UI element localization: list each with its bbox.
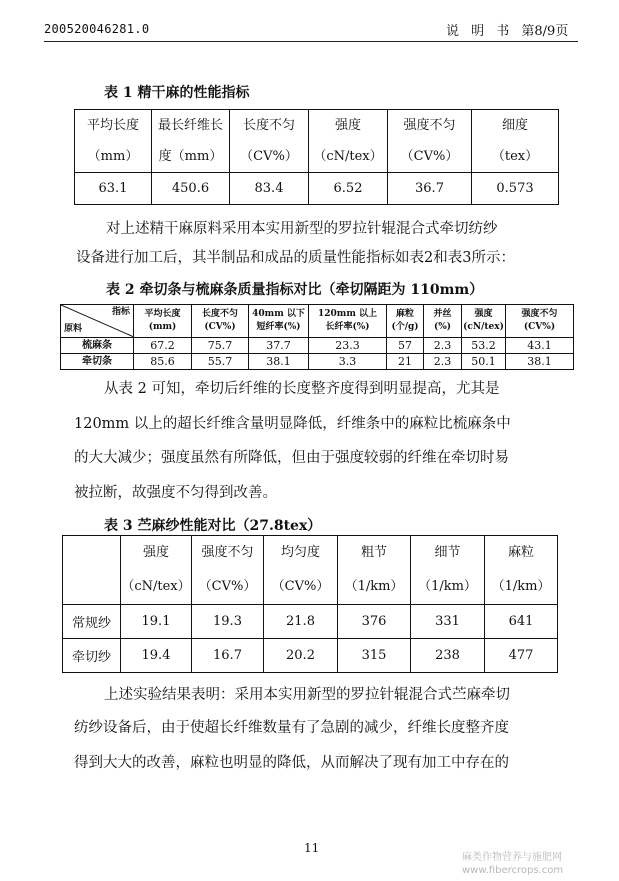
table3-cell: 19.1 [121, 605, 192, 639]
table1-header-row [75, 110, 559, 173]
table2-cell: 67.2 [134, 338, 192, 354]
table3-row-label: 常规纱 [63, 605, 121, 639]
table2-cell: 85.6 [134, 354, 192, 370]
table2-header-cell: 麻粒 (个/g) [387, 305, 424, 338]
table2-row [61, 354, 574, 370]
table3-cell: 19.4 [121, 639, 192, 673]
table3-row [63, 605, 558, 639]
table2-cell: 55.7 [192, 354, 249, 370]
table2-row [61, 338, 574, 354]
site-watermark [462, 851, 563, 877]
table1-cell: 0.573 [472, 173, 559, 205]
paragraph1-line: 设备进行加工后，其半制品和成品的质量性能指标如表2和表3所示： [76, 250, 515, 266]
table2-caption: 表 2 牵切条与梳麻条质量指标对比（牵切隔距为 110mm） [106, 282, 484, 298]
table3-header-cell: 粗节 （1/km） [338, 536, 411, 605]
table2-cell: 50.1 [462, 354, 506, 370]
table1-header-cell: 长度不匀 （CV%） [230, 110, 309, 173]
table2-header-cell: 并丝 (%) [424, 305, 462, 338]
table2-corner-bottom: 原料 [64, 324, 83, 334]
patent-number: 200520046281.0 [44, 22, 150, 36]
table3-cell: 376 [338, 605, 411, 639]
table2-cell: 53.2 [462, 338, 506, 354]
table3-cell: 16.7 [192, 639, 264, 673]
table1-cell: 6.52 [309, 173, 388, 205]
table3-corner-cell [63, 536, 121, 605]
table3-header-cell: 细节 （1/km） [411, 536, 485, 605]
paragraph2-line: 120mm 以上的超长纤维含量明显降低，纤维条中的麻粒比梳麻条中 [74, 416, 511, 432]
table3-row-label: 牵切纱 [63, 639, 121, 673]
table2-header-cell: 长度不匀 (CV%) [192, 305, 249, 338]
table3-header-cell: 强度 （cN/tex） [121, 536, 192, 605]
table1-cell: 63.1 [75, 173, 152, 205]
paragraph3-line: 纺纱设备后，由于使超长纤维数量有了急剧的减少，纤维长度整齐度 [74, 720, 509, 736]
table3-caption: 表 3 苎麻纱性能对比（27.8tex） [104, 518, 322, 534]
table2-cell: 75.7 [192, 338, 249, 354]
table2-cell: 38.1 [249, 354, 309, 370]
table3-cell: 20.2 [264, 639, 338, 673]
page-number: 11 [304, 841, 320, 855]
table3-cell: 477 [485, 639, 558, 673]
table2-cell: 43.1 [506, 338, 574, 354]
table3 [62, 535, 558, 673]
table3-row [63, 639, 558, 673]
watermark-url: www.fibercrops.com [462, 865, 564, 876]
table1-header-cell: 细度 （tex） [472, 110, 559, 173]
table1-caption: 表 1 精干麻的性能指标 [104, 85, 250, 101]
table1-header-cell: 强度不匀 （CV%） [388, 110, 472, 173]
table2 [60, 304, 574, 370]
table2-cell: 37.7 [249, 338, 309, 354]
table2-header-cell: 120mm 以上 长纤率(%) [309, 305, 387, 338]
table2-cell: 38.1 [506, 354, 574, 370]
table3-cell: 238 [411, 639, 485, 673]
table2-cell: 57 [387, 338, 424, 354]
paragraph2-line: 的大大减少；强度虽然有所降低，但由于强度较弱的纤维在牵切时易 [74, 450, 509, 466]
table2-cell: 23.3 [309, 338, 387, 354]
table2-cell: 2.3 [424, 354, 462, 370]
table3-cell: 331 [411, 605, 485, 639]
paragraph2-line: 被拉断，故强度不匀得到改善。 [74, 485, 277, 501]
table3-header-cell: 麻粒 （1/km） [485, 536, 558, 605]
paragraph1-line: 对上述精干麻原料采用本实用新型的罗拉针辊混合式牵切纺纱 [106, 221, 498, 237]
table2-cell: 21 [387, 354, 424, 370]
table1-header-cell: 强度 （cN/tex） [309, 110, 388, 173]
table2-corner-cell [61, 305, 134, 338]
table1-header-cell: 平均长度 （mm） [75, 110, 152, 173]
table1-value-row [75, 173, 559, 205]
table2-header-cell: 强度 (cN/tex) [462, 305, 506, 338]
paragraph3-line: 上述实验结果表明：采用本实用新型的罗拉针辊混合式苎麻牵切 [104, 687, 510, 703]
table3-cell: 641 [485, 605, 558, 639]
table2-header-row [61, 305, 574, 338]
table2-header-cell: 平均长度 (mm) [134, 305, 192, 338]
table1 [74, 109, 559, 205]
table1-header-cell: 最长纤维长 度（mm） [152, 110, 230, 173]
table3-header-cell: 均匀度 （CV%） [264, 536, 338, 605]
table2-header-cell: 40mm 以下 短纤率(%) [249, 305, 309, 338]
table3-cell: 21.8 [264, 605, 338, 639]
table2-header-cell: 强度不匀 (CV%) [506, 305, 574, 338]
table3-header-row [63, 536, 558, 605]
header-divider [44, 41, 578, 42]
table3-header-cell: 强度不匀 （CV%） [192, 536, 264, 605]
watermark-title: 麻类作物营养与施肥网 [462, 852, 562, 863]
table2-row-label: 牵切条 [61, 354, 134, 370]
table1-cell: 83.4 [230, 173, 309, 205]
table3-cell: 19.3 [192, 605, 264, 639]
table2-row-label: 梳麻条 [61, 338, 134, 354]
table2-cell: 2.3 [424, 338, 462, 354]
table2-corner-top: 指标 [111, 307, 130, 317]
page-header-title: 说 明 书 第8/9页 [446, 24, 569, 39]
table3-cell: 315 [338, 639, 411, 673]
table1-cell: 450.6 [152, 173, 230, 205]
paragraph3-line: 得到大大的改善，麻粒也明显的降低，从而解决了现有加工中存在的 [74, 755, 509, 771]
paragraph2-line: 从表 2 可知，牵切后纤维的长度整齐度得到明显提高，尤其是 [104, 381, 500, 397]
table1-cell: 36.7 [388, 173, 472, 205]
table2-cell: 3.3 [309, 354, 387, 370]
